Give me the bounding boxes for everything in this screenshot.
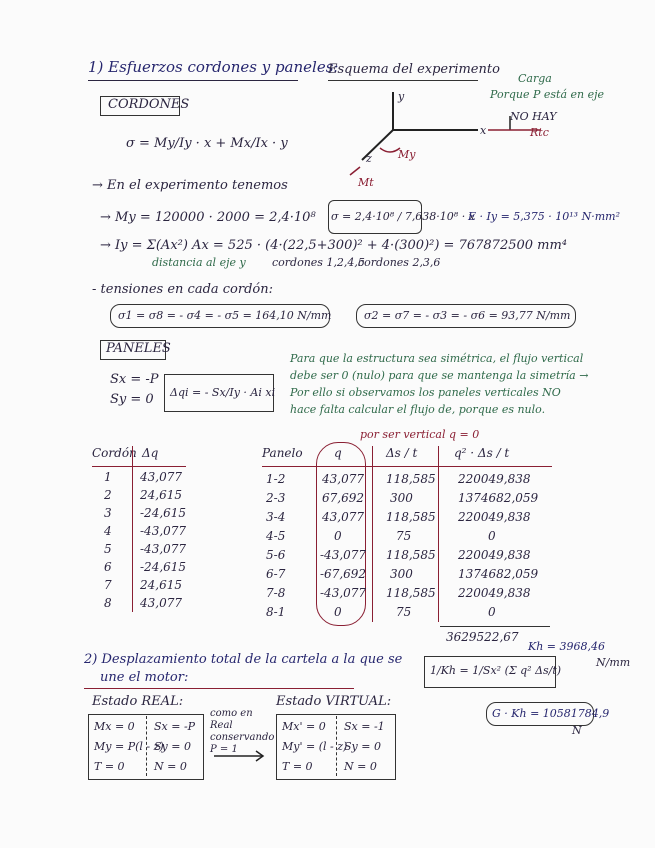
q2ds-header: q² · Δs / t (454, 446, 510, 460)
panel-header: Panelo (262, 446, 303, 460)
q-header: q (334, 446, 342, 460)
section1-title: 1) Esfuerzos cordones y paneles: (88, 58, 339, 76)
virtual-right-1: Sy = 0 (344, 740, 381, 753)
label-distance: distancia al eje y (152, 256, 246, 269)
side-note-rtc: Rtc (530, 126, 549, 139)
flow-formula: Δqi = - Sx/Iy · Ai xi (170, 386, 276, 399)
label-cordones-b: cordones 2,3,6 (358, 256, 441, 269)
cordon-table: Cordón Δq 1 43,077 2 24,615 3 -24,615 4 -43,077 5 -43,077 6 -24,615 7 24,615 8 43,077 (92, 446, 187, 610)
cordones-intro: → En el experimento tenemos (92, 178, 288, 193)
section2-title-line2: une el motor: (100, 670, 189, 685)
virtual-heading: Estado VIRTUAL: (276, 694, 392, 709)
sketch-label: Esquema del experimento (328, 62, 500, 77)
real-left-1: My = P(l - z) (94, 740, 164, 753)
ds-header: Δs / t (386, 446, 418, 460)
real-right-1: Sy = 0 (154, 740, 191, 753)
real-left-2: T = 0 (94, 760, 125, 773)
axis-y-label: y (398, 90, 405, 103)
section2-title-line1: 2) Desplazamiento total de la cartela a la que se (84, 652, 403, 667)
virtual-left-0: Mx' = 0 (282, 720, 326, 733)
virtual-right-2: N = 0 (344, 760, 377, 773)
axis-z-label: z (366, 152, 372, 165)
moment-my-label: My (398, 148, 416, 161)
sx-eq: Sx = -P (110, 372, 159, 387)
stress-box-2-text: σ2 = σ7 = - σ3 = - σ6 = 93,77 N/mm (364, 309, 571, 322)
kh-value: Kh = 3968,46 (528, 640, 605, 653)
virtual-left-2: T = 0 (282, 760, 313, 773)
panel-table: Panelo q Δs / t q² · Δs / t 1-2 43,077 118,585 220049,838 2-3 67,692 300 1374682,059 3-4 43,077 118,585 220049,838 4-5 0 75 0 5-6 -43,077 118,585 220049,838 6-7 -67,692 300 1374682,059 7-8 -43,077 118,585 220049,838 8-1 0 75 0 3629522,67 (262, 446, 562, 636)
real-heading: Estado REAL: (92, 694, 184, 709)
kh-unit: N/mm (596, 656, 631, 669)
real-right-0: Sx = -P (154, 720, 196, 733)
g-kh-unit: N (572, 724, 582, 737)
table-total: 3629522,67 (446, 630, 519, 644)
label-cordones-a: cordones 1,2,4,5 (272, 256, 365, 269)
dq-header: Δq (142, 446, 159, 460)
virtual-right-0: Sx = -1 (344, 720, 385, 733)
side-note-nohay: NO HAY (510, 110, 557, 123)
virtual-left-1: My' = (l - z) (282, 740, 348, 753)
arrow-note: como en Real conservando P = 1 (210, 708, 275, 755)
symmetry-note: Para que la estructura sea simétrica, el flujo vertical debe ser 0 (nulo) para que se mantenga la simetría → Por ello si observamos los paneles verticales NO hace falta calcular el flujo de, porque es nulo. (290, 352, 589, 416)
cordon-header: Cordón (92, 446, 137, 460)
vertical-note: por ser vertical q = 0 (360, 428, 480, 441)
side-note-carga: Carga (518, 72, 552, 85)
my-line: → My = 120000 · 2000 = 2,4·10⁸ (100, 210, 316, 225)
ei-note: E · Iy = 5,375 · 10¹³ N·mm² (468, 210, 620, 223)
sigma-box-text: σ = 2,4·10⁸ / 7,638·10⁸ · x (331, 210, 475, 223)
cordones-formula: σ = My/Iy · x + Mx/Ix · y (126, 136, 288, 151)
g-kh: G · Kh = 10581784,9 (492, 707, 610, 720)
paneles-heading: PANELES (106, 341, 171, 356)
stress-box-1-text: σ1 = σ8 = - σ4 = - σ5 = 164,10 N/mm (118, 309, 332, 322)
kh-formula: 1/Kh = 1/Sx² (Σ q² Δs/t) (430, 664, 562, 677)
sy-eq: Sy = 0 (110, 392, 154, 407)
tensiones-heading: - tensiones en cada cordón: (92, 282, 273, 297)
side-note-porque: Porque P está en eje (490, 88, 605, 101)
moment-mt-label: Mt (358, 176, 374, 189)
iy-line: → Iy = Σ(Ax²) Ax = 525 · (4·(22,5+300)² + 4·(300)²) = 767872500 mm⁴ (100, 238, 568, 253)
cordones-heading: CORDONES (108, 97, 190, 112)
axis-x-label: x (480, 124, 487, 137)
real-right-2: N = 0 (154, 760, 187, 773)
real-left-0: Mx = 0 (94, 720, 135, 733)
